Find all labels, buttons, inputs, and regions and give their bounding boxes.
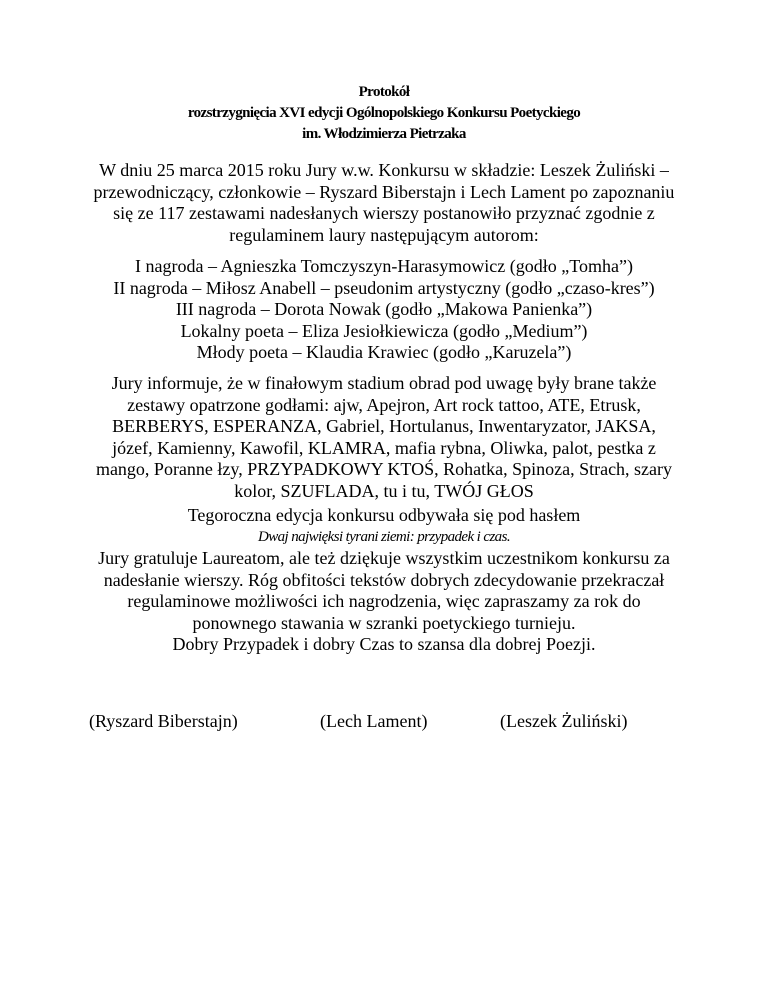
closing-line: ponownego stawania w szranki poetyckiego turnieju.: [192, 612, 576, 633]
closing-intro-line: Tegoroczna edycja konkursu odbywała się pod hasłem: [187, 505, 581, 525]
jury-line: kolor, SZUFLADA, tu i tu, TWÓJ GŁOS: [234, 480, 534, 501]
intro-line: W dniu 25 marca 2015 roku Jury w.w. Konkursu w składzie: Leszek Żuliński –: [99, 160, 669, 180]
closing-line: regulaminowe możliwości ich nagrodzenia, więc zapraszamy za rok do: [127, 591, 641, 611]
intro-line: przewodniczący, członkowie – Ryszard Biberstajn i Lech Lament po zapoznaniu: [93, 181, 675, 202]
document-patron: im. Włodzimierza Pietrzaka: [302, 126, 466, 142]
jury-finalists-paragraph: [0, 373, 768, 502]
jury-line: BERBERYS, ESPERANZA, Gabriel, Hortulanus, Inwentaryzator, JAKSA,: [112, 416, 656, 436]
award-first: I nagroda – Agnieszka Tomczyszyn-Harasymowicz (godło „Tomha”): [135, 256, 633, 276]
award-local-poet: Lokalny poeta – Eliza Jesiołkiewicza (godło „Medium”): [180, 320, 588, 341]
intro-paragraph: [0, 160, 768, 246]
signature-lament: (Lech Lament): [320, 711, 428, 731]
award-young-poet: Młody poeta – Klaudia Krawiec (godło „Karuzela”): [196, 342, 572, 362]
award-second: II nagroda – Miłosz Anabell – pseudonim artystyczny (godło „czaso-kres”): [113, 277, 655, 298]
closing-line: Dobry Przypadek i dobry Czas to szansa dla dobrej Poezji.: [172, 634, 596, 654]
intro-line: regulaminem laury następującym autorom:: [229, 224, 539, 245]
document-header: [0, 82, 768, 145]
document-title: Protokół: [358, 84, 410, 100]
signature-biberstajn: (Ryszard Biberstajn): [89, 711, 238, 731]
intro-line: się ze 117 zestawami nadesłanych wierszy postanowiło przyznać zgodnie z: [113, 203, 655, 223]
jury-line: mango, Poranne łzy, PRZYPADKOWY KTOŚ, Rohatka, Spinoza, Strach, szary: [95, 459, 673, 479]
jury-line: zestawy opatrzone godłami: ajw, Apejron, Art rock tattoo, ATE, Etrusk,: [127, 394, 641, 415]
closing-paragraph: [0, 505, 768, 656]
motto: Dwaj najwięksi tyrani ziemi: przypadek i czas.: [258, 528, 510, 545]
closing-line: nadesłanie wierszy. Róg obfitości tekstów dobrych zdecydowanie przekraczał: [103, 569, 665, 590]
jury-line: józef, Kamienny, Kawofil, KLAMRA, mafia rybna, Oliwka, palot, pestka z: [112, 437, 656, 458]
document-subtitle: rozstrzygnięcia XVI edycji Ogólnopolskiego Konkursu Poetyckiego: [187, 105, 581, 121]
jury-line: Jury informuje, że w finałowym stadium obrad pod uwagę były brane także: [111, 373, 657, 393]
signature-zulinski: (Leszek Żuliński): [500, 711, 628, 731]
awards-list: [0, 256, 768, 364]
signatures-row: [0, 711, 768, 735]
closing-line: Jury gratuluje Laureatom, ale też dziękuje wszystkim uczestnikom konkursu za: [98, 548, 670, 568]
award-third: III nagroda – Dorota Nowak (godło „Makowa Panienka”): [175, 299, 593, 319]
